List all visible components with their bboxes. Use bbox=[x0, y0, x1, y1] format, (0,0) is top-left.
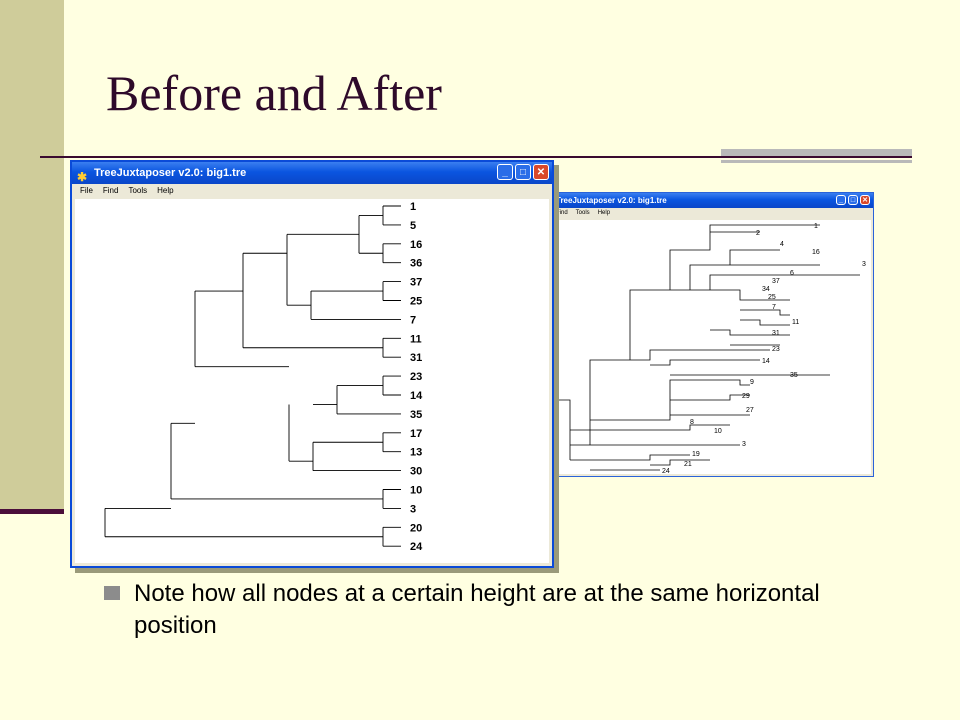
window-before[interactable] bbox=[70, 160, 554, 568]
before-leaf-label: 24 bbox=[410, 541, 423, 554]
before-leaf-label: 14 bbox=[410, 390, 423, 402]
after-leaf-label: 21 bbox=[684, 461, 692, 468]
menu-find[interactable]: Find bbox=[556, 210, 568, 216]
after-leaf-label: 25 bbox=[768, 294, 776, 301]
minimize-icon[interactable]: _ bbox=[497, 164, 513, 180]
before-leaf-label: 11 bbox=[410, 333, 422, 346]
window-after-title: TreeJuxtaposer v2.0: big1.tre bbox=[556, 196, 667, 205]
title-rule-accent-lower bbox=[721, 160, 912, 163]
after-leaf-label: 1 bbox=[814, 223, 818, 230]
before-leaf-label: 7 bbox=[410, 314, 417, 327]
after-leaf-label: 8 bbox=[690, 419, 694, 426]
menu-help[interactable]: Help bbox=[597, 210, 611, 216]
after-leaf-label: 37 bbox=[772, 278, 780, 285]
menu-tools[interactable]: Tools bbox=[128, 186, 148, 195]
before-leaf-label: 23 bbox=[410, 371, 423, 384]
after-leaf-label: 23 bbox=[772, 346, 780, 353]
before-leaf-label: 20 bbox=[410, 522, 423, 535]
slide-title: Before and After bbox=[106, 65, 442, 121]
after-leaf-label: 34 bbox=[762, 286, 770, 293]
after-leaf-label: 2 bbox=[756, 230, 760, 237]
after-leaf-label: 10 bbox=[714, 428, 722, 435]
window-before-title: TreeJuxtaposer v2.0: big1.tre bbox=[94, 167, 247, 179]
tree-after-edges bbox=[552, 225, 860, 474]
before-leaf-label: 35 bbox=[410, 408, 423, 421]
window-after-menubar bbox=[548, 208, 873, 219]
after-leaf-label: 3 bbox=[862, 261, 866, 268]
close-icon[interactable]: ✕ bbox=[533, 164, 549, 180]
tree-before-branches bbox=[105, 206, 401, 546]
menu-tools[interactable]: Tools bbox=[575, 210, 590, 216]
maximize-icon[interactable]: □ bbox=[515, 164, 531, 180]
before-leaf-label: 31 bbox=[410, 352, 423, 365]
after-leaf-label: 16 bbox=[812, 249, 820, 256]
close-icon[interactable]: ✕ bbox=[860, 195, 870, 205]
bullet-marker bbox=[104, 586, 120, 600]
tree-after-svg bbox=[550, 220, 871, 474]
menu-find[interactable]: Find bbox=[102, 186, 119, 195]
tree-before-edges bbox=[105, 206, 401, 546]
left-band-underline bbox=[0, 509, 64, 514]
maximize-icon[interactable]: □ bbox=[848, 195, 858, 205]
after-leaf-label: 14 bbox=[762, 358, 770, 365]
app-icon: ✱ bbox=[77, 170, 88, 184]
title-rule bbox=[40, 156, 912, 158]
after-leaf-label: 27 bbox=[746, 407, 754, 414]
left-decor-band bbox=[0, 0, 64, 512]
before-leaf-label: 13 bbox=[410, 446, 423, 459]
window-after[interactable] bbox=[547, 192, 874, 477]
before-leaf-label: 1 bbox=[410, 201, 417, 213]
after-leaf-label: 31 bbox=[772, 330, 780, 337]
minimize-icon[interactable]: _ bbox=[836, 195, 846, 205]
tree-after-labels bbox=[662, 223, 866, 474]
before-leaf-label: 37 bbox=[410, 276, 423, 289]
after-leaf-label: 11 bbox=[792, 319, 800, 326]
tree-before-svg bbox=[75, 199, 549, 563]
after-leaf-label: 35 bbox=[790, 372, 798, 379]
after-leaf-label: 29 bbox=[742, 393, 750, 400]
before-leaf-label: 3 bbox=[410, 503, 417, 516]
after-leaf-label: 24 bbox=[662, 468, 670, 474]
tree-before-labels bbox=[410, 201, 423, 553]
before-leaf-label: 36 bbox=[410, 257, 423, 270]
window-before-menubar bbox=[72, 184, 552, 198]
after-leaf-label: 7 bbox=[772, 304, 776, 311]
tree-canvas-before[interactable] bbox=[75, 199, 549, 563]
before-leaf-label: 25 bbox=[410, 295, 423, 308]
tree-canvas-after[interactable] bbox=[550, 220, 871, 474]
after-leaf-label: 6 bbox=[790, 270, 794, 277]
before-leaf-label: 30 bbox=[410, 465, 423, 478]
window-before-titlebar[interactable] bbox=[72, 162, 552, 184]
before-leaf-label: 17 bbox=[410, 427, 423, 440]
after-leaf-label: 3 bbox=[742, 441, 746, 448]
menu-help[interactable]: Help bbox=[157, 186, 174, 195]
window-after-titlebar[interactable] bbox=[548, 193, 873, 208]
bullet-text: Note how all nodes at a certain height are at the same horizontal position bbox=[134, 580, 820, 639]
after-leaf-label: 4 bbox=[780, 241, 784, 248]
after-leaf-label: 19 bbox=[692, 451, 700, 458]
menu-file[interactable]: File bbox=[80, 186, 93, 195]
before-leaf-label: 16 bbox=[410, 238, 423, 251]
after-leaf-label: 9 bbox=[750, 379, 754, 386]
before-leaf-label: 10 bbox=[410, 484, 423, 497]
before-leaf-label: 5 bbox=[410, 219, 417, 232]
